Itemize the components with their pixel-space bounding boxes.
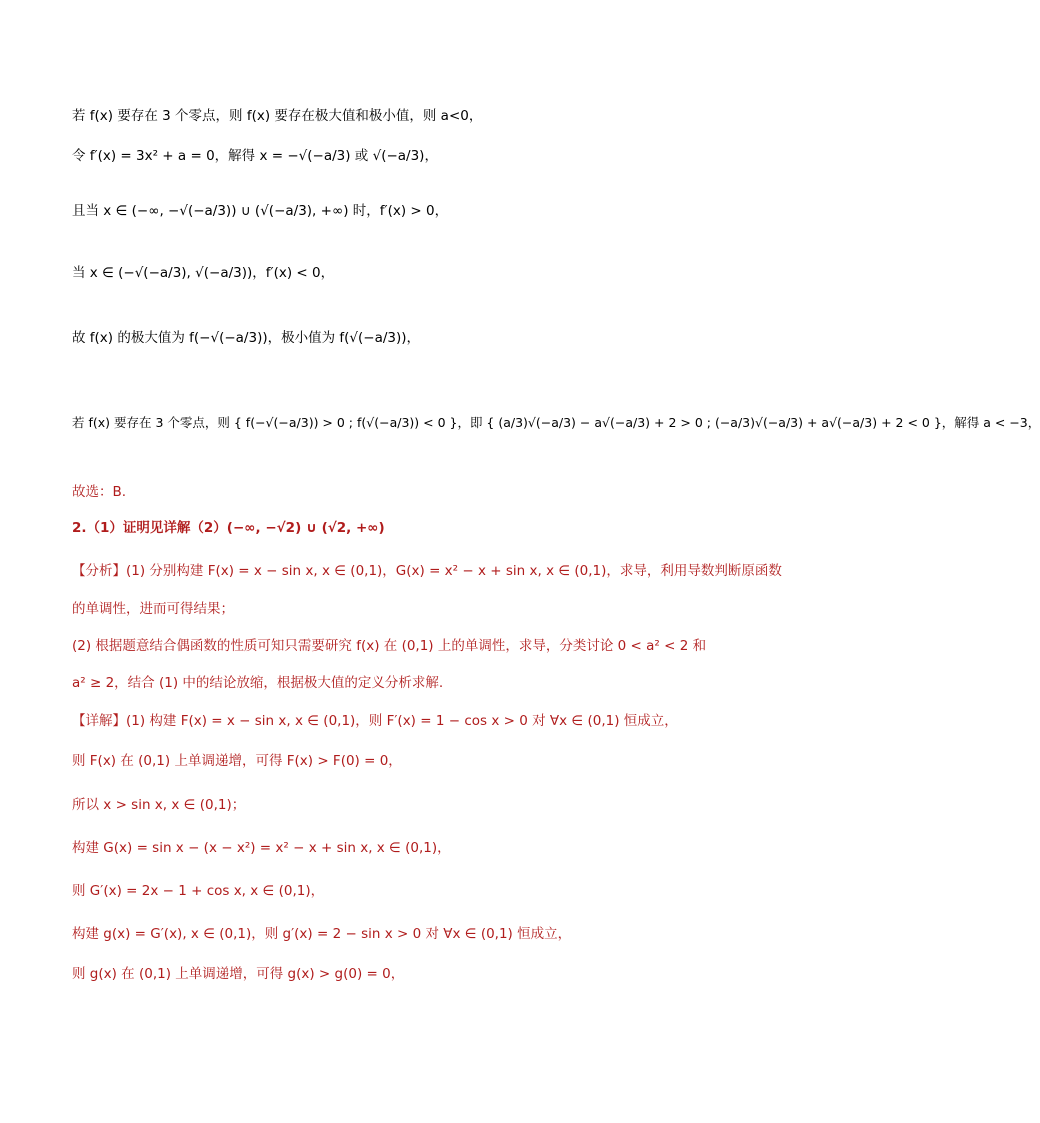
text-line-2: 令 f′(x) = 3x² + a = 0，解得 x = −√(−a/3) 或 √(−a/3)， — [72, 148, 438, 164]
detail-line-6: 构建 g(x) = G′(x), x ∈ (0,1)，则 g′(x) = 2 − sin x > 0 对 ∀x ∈ (0,1) 恒成立， — [72, 926, 572, 942]
text-line-5: 故 f(x) 的极大值为 f(−√(−a/3))，极小值为 f(√(−a/3))， — [72, 330, 421, 346]
detail-line-5: 则 G′(x) = 2x − 1 + cos x, x ∈ (0,1)， — [72, 883, 325, 899]
detail-line-4: 构建 G(x) = sin x − (x − x²) = x² − x + sin x, x ∈ (0,1)， — [72, 840, 451, 856]
analysis-line-4: a² ≥ 2，结合 (1) 中的结论放缩，根据极大值的定义分析求解. — [72, 675, 444, 691]
analysis-line-2: 的单调性，进而可得结果； — [72, 601, 234, 617]
text-line-3: 且当 x ∈ (−∞, −√(−a/3)) ∪ (√(−a/3), +∞) 时，f′(x) > 0， — [72, 203, 449, 219]
answer-choice: 故选：B. — [72, 484, 127, 500]
question-2-answer: 2.（1）证明见详解（2）(−∞, −√2) ∪ (√2, +∞) — [72, 520, 385, 536]
detail-line-3: 所以 x > sin x, x ∈ (0,1)； — [72, 797, 246, 813]
detail-line-7: 则 g(x) 在 (0,1) 上单调递增，可得 g(x) > g(0) = 0， — [72, 966, 405, 982]
detail-line-1: 【详解】(1) 构建 F(x) = x − sin x, x ∈ (0,1)，则 F′(x) = 1 − cos x > 0 对 ∀x ∈ (0,1) 恒成立， — [72, 713, 678, 729]
analysis-line-1: 【分析】(1) 分别构建 F(x) = x − sin x, x ∈ (0,1)，G(x) = x² − x + sin x, x ∈ (0,1)，求导，利用导数判断原函数 — [72, 563, 782, 579]
text-line-1: 若 f(x) 要存在 3 个零点，则 f(x) 要存在极大值和极小值，则 a<0， — [72, 108, 483, 124]
detail-line-2: 则 F(x) 在 (0,1) 上单调递增，可得 F(x) > F(0) = 0， — [72, 753, 402, 769]
analysis-line-3: (2) 根据题意结合偶函数的性质可知只需要研究 f(x) 在 (0,1) 上的单调性，求导，分类讨论 0 < a² < 2 和 — [72, 638, 707, 654]
text-line-6: 若 f(x) 要存在 3 个零点，则 { f(−√(−a/3)) > 0 ; f(√(−a/3)) < 0 }，即 { (a/3)√(−a/3) − a√(−a/3) + 2 > 0 ; (−a/3)√(−a/3) + a√(−a/3) + 2 < 0 }，解得 a < −3， — [72, 415, 1040, 430]
text-line-4: 当 x ∈ (−√(−a/3), √(−a/3))，f′(x) < 0， — [72, 265, 335, 281]
